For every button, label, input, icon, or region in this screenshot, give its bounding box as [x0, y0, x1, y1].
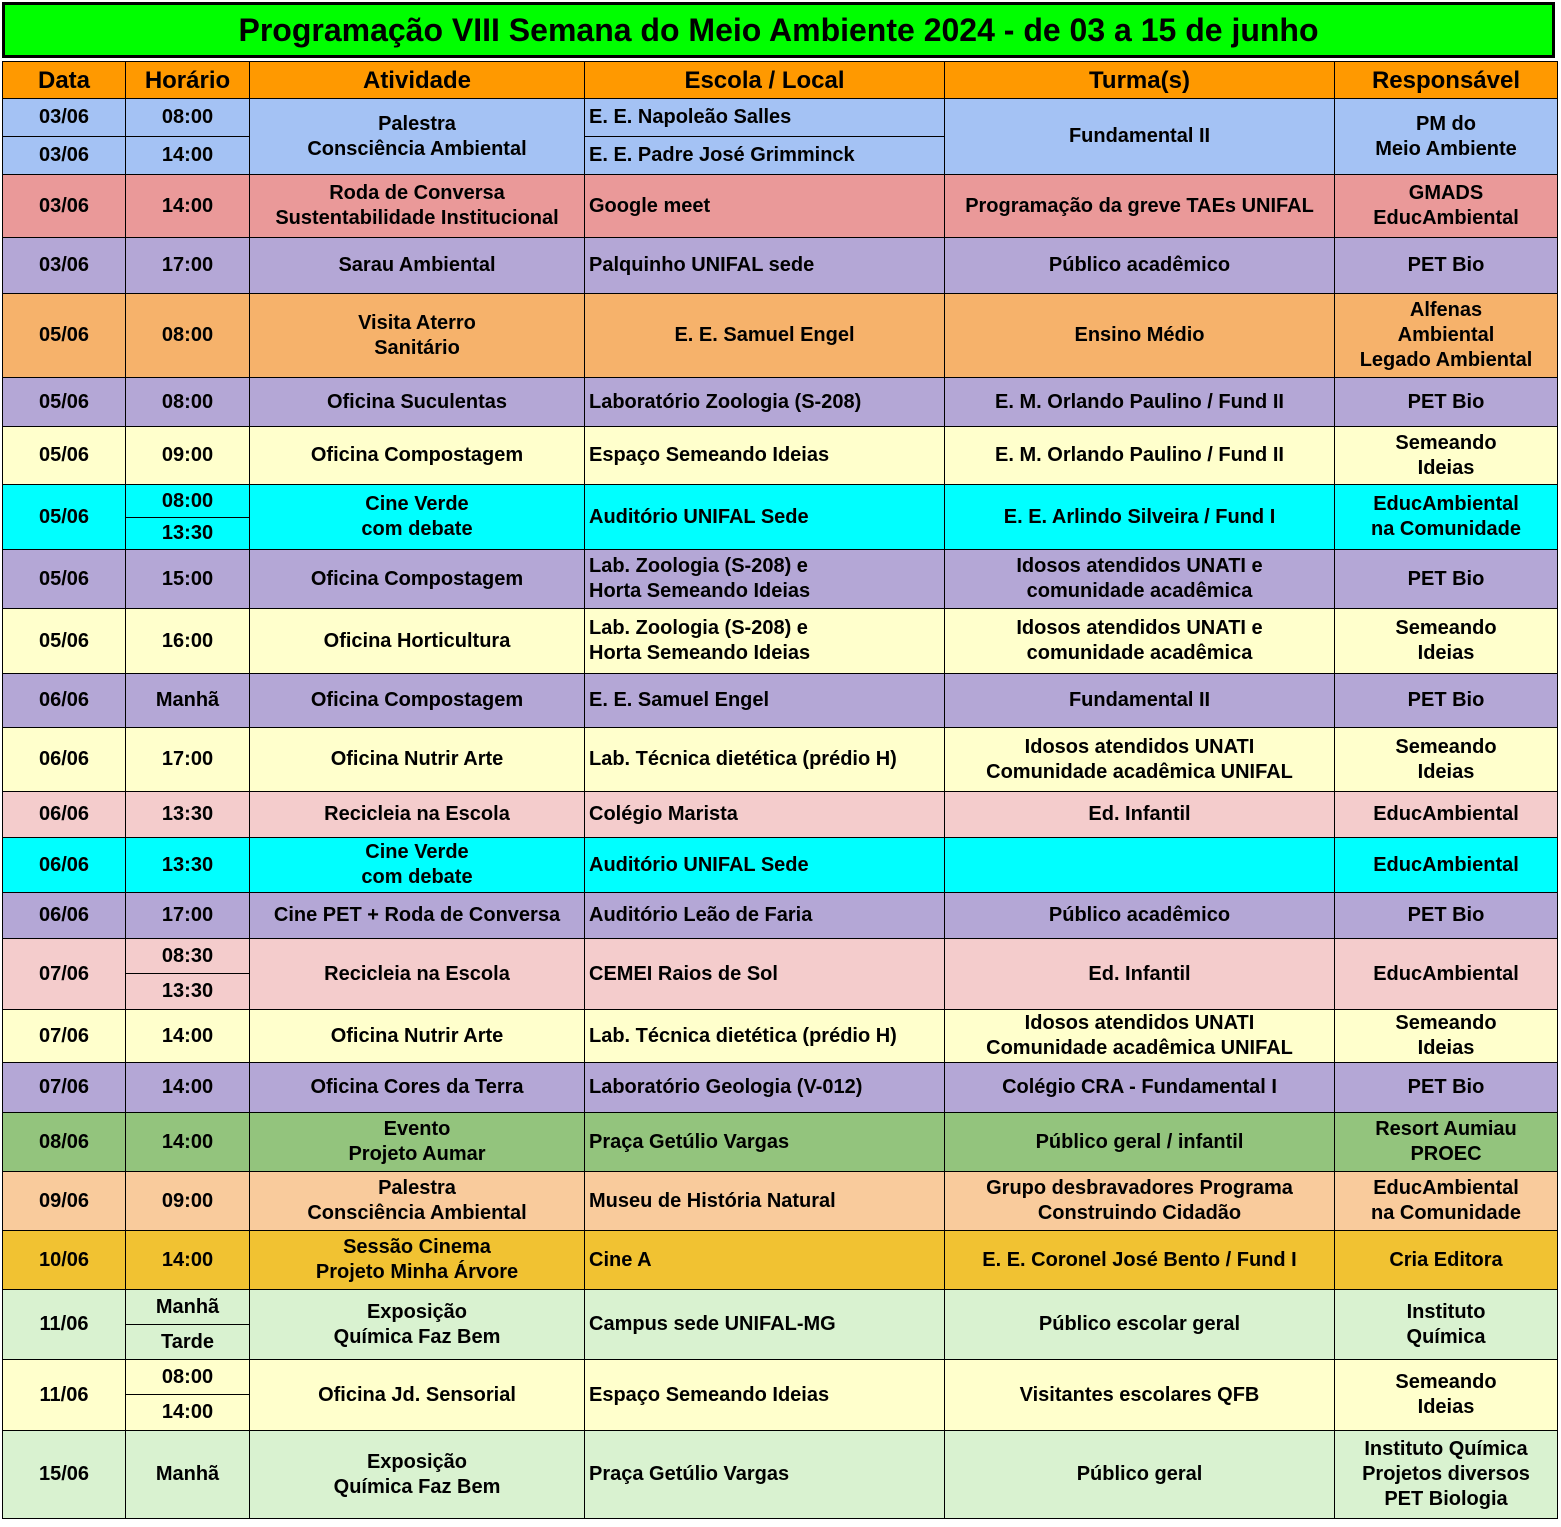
cell-turma: Público geral / infantil [945, 1113, 1335, 1172]
cell-local: E. E. Samuel Engel [585, 294, 945, 378]
cell-responsavel: PET Bio [1335, 674, 1558, 728]
cell-data: 11/06 [3, 1360, 126, 1431]
cell-local: Espaço Semeando Ideias [585, 1360, 945, 1431]
cell-turma: Ed. Infantil [945, 792, 1335, 838]
table-row [3, 99, 1558, 137]
cell-horario: 15:00 [126, 550, 250, 609]
cell-responsavel: PET Bio [1335, 893, 1558, 939]
table-row [3, 485, 1558, 518]
header-responsavel: Responsável [1335, 62, 1558, 99]
cell-data: 07/06 [3, 1063, 126, 1113]
cell-local: Auditório UNIFAL Sede [585, 838, 945, 893]
cell-horario: 09:00 [126, 427, 250, 485]
cell-turma: E. E. Coronel José Bento / Fund I [945, 1231, 1335, 1290]
cell-responsavel: PET Bio [1335, 550, 1558, 609]
cell-horario: 14:00 [126, 1063, 250, 1113]
cell-local: Laboratório Geologia (V-012) [585, 1063, 945, 1113]
cell-atividade: Oficina Suculentas [250, 378, 585, 427]
table-row [3, 1063, 1558, 1113]
cell-horario: 14:00 [126, 175, 250, 238]
cell-responsavel: Cria Editora [1335, 1231, 1558, 1290]
table-row [3, 609, 1558, 674]
cell-atividade: Oficina Cores da Terra [250, 1063, 585, 1113]
table-row [3, 939, 1558, 974]
cell-horario: 14:00 [126, 137, 250, 175]
cell-turma: Idosos atendidos UNATI Comunidade acadêmica UNIFAL [945, 1010, 1335, 1063]
table-row [3, 238, 1558, 294]
cell-horario: 14:00 [126, 1113, 250, 1172]
table-row [3, 427, 1558, 485]
cell-data: 05/06 [3, 485, 126, 550]
cell-responsavel: Semeando Ideias [1335, 728, 1558, 792]
cell-responsavel: EducAmbiental [1335, 838, 1558, 893]
table-row [3, 1290, 1558, 1325]
cell-turma: Ed. Infantil [945, 939, 1335, 1010]
cell-local: CEMEI Raios de Sol [585, 939, 945, 1010]
cell-horario: 09:00 [126, 1172, 250, 1231]
cell-atividade: Oficina Nutrir Arte [250, 1010, 585, 1063]
cell-responsavel: Alfenas Ambiental Legado Ambiental [1335, 294, 1558, 378]
cell-horario: 17:00 [126, 238, 250, 294]
cell-local: Praça Getúlio Vargas [585, 1431, 945, 1519]
cell-responsavel: Instituto Química [1335, 1290, 1558, 1360]
cell-atividade: Cine Verde com debate [250, 838, 585, 893]
header-turma: Turma(s) [945, 62, 1335, 99]
cell-data: 07/06 [3, 939, 126, 1010]
cell-atividade: Exposição Química Faz Bem [250, 1431, 585, 1519]
cell-atividade: Oficina Nutrir Arte [250, 728, 585, 792]
cell-local: Campus sede UNIFAL-MG [585, 1290, 945, 1360]
cell-horario: Manhã [126, 674, 250, 728]
cell-responsavel: GMADS EducAmbiental [1335, 175, 1558, 238]
cell-data: 07/06 [3, 1010, 126, 1063]
cell-responsavel: Semeando Ideias [1335, 1360, 1558, 1431]
cell-turma: Fundamental II [945, 674, 1335, 728]
cell-local: Praça Getúlio Vargas [585, 1113, 945, 1172]
cell-local: Palquinho UNIFAL sede [585, 238, 945, 294]
cell-turma: Fundamental II [945, 99, 1335, 175]
table-row [3, 550, 1558, 609]
cell-horario: 08:00 [126, 378, 250, 427]
cell-turma: E. M. Orlando Paulino / Fund II [945, 378, 1335, 427]
cell-data: 06/06 [3, 893, 126, 939]
cell-turma: E. E. Arlindo Silveira / Fund I [945, 485, 1335, 550]
cell-data: 05/06 [3, 378, 126, 427]
cell-data: 06/06 [3, 728, 126, 792]
cell-atividade: Cine PET + Roda de Conversa [250, 893, 585, 939]
cell-local: Lab. Zoologia (S-208) e Horta Semeando Ideias [585, 550, 945, 609]
cell-local: E. E. Samuel Engel [585, 674, 945, 728]
cell-responsavel: PET Bio [1335, 238, 1558, 294]
cell-responsavel: EducAmbiental [1335, 792, 1558, 838]
cell-atividade: Palestra Consciência Ambiental [250, 1172, 585, 1231]
table-row [3, 378, 1558, 427]
cell-atividade: Exposição Química Faz Bem [250, 1290, 585, 1360]
cell-turma: Público acadêmico [945, 893, 1335, 939]
cell-atividade: Cine Verde com debate [250, 485, 585, 550]
cell-horario: 08:30 [126, 939, 250, 974]
table-row [3, 1172, 1558, 1231]
table-row [3, 294, 1558, 378]
header-atividade: Atividade [250, 62, 585, 99]
cell-responsavel: PET Bio [1335, 378, 1558, 427]
cell-data: 06/06 [3, 838, 126, 893]
cell-turma: Colégio CRA - Fundamental I [945, 1063, 1335, 1113]
cell-data: 10/06 [3, 1231, 126, 1290]
table-row [3, 838, 1558, 893]
cell-data: 05/06 [3, 550, 126, 609]
cell-data: 06/06 [3, 792, 126, 838]
cell-atividade: Oficina Horticultura [250, 609, 585, 674]
cell-horario: 13:30 [126, 838, 250, 893]
cell-horario: 08:00 [126, 485, 250, 518]
header-row [3, 62, 1558, 99]
cell-data: 09/06 [3, 1172, 126, 1231]
cell-local: Espaço Semeando Ideias [585, 427, 945, 485]
cell-local: Auditório UNIFAL Sede [585, 485, 945, 550]
cell-turma: Programação da greve TAEs UNIFAL [945, 175, 1335, 238]
cell-local: Auditório Leão de Faria [585, 893, 945, 939]
table-row [3, 792, 1558, 838]
cell-responsavel: Semeando Ideias [1335, 427, 1558, 485]
cell-atividade: Sessão Cinema Projeto Minha Árvore [250, 1231, 585, 1290]
cell-responsavel: Resort Aumiau PROEC [1335, 1113, 1558, 1172]
cell-horario: Tarde [126, 1325, 250, 1360]
cell-horario: 16:00 [126, 609, 250, 674]
schedule-table [2, 61, 1558, 1519]
cell-data: 03/06 [3, 238, 126, 294]
cell-local: Google meet [585, 175, 945, 238]
cell-data: 03/06 [3, 175, 126, 238]
cell-horario: 13:30 [126, 792, 250, 838]
page-title: Programação VIII Semana do Meio Ambiente 2024 - de 03 a 15 de junho [2, 2, 1555, 58]
cell-turma: Público escolar geral [945, 1290, 1335, 1360]
cell-horario: 08:00 [126, 1360, 250, 1395]
cell-atividade: Recicleia na Escola [250, 939, 585, 1010]
cell-horario: Manhã [126, 1290, 250, 1325]
cell-horario: 13:30 [126, 518, 250, 550]
cell-atividade: Recicleia na Escola [250, 792, 585, 838]
cell-atividade: Oficina Jd. Sensorial [250, 1360, 585, 1431]
cell-horario: 14:00 [126, 1395, 250, 1431]
cell-responsavel: Semeando Ideias [1335, 609, 1558, 674]
cell-turma: Público acadêmico [945, 238, 1335, 294]
cell-atividade: Oficina Compostagem [250, 674, 585, 728]
cell-atividade: Visita Aterro Sanitário [250, 294, 585, 378]
cell-local: E. E. Napoleão Salles [585, 99, 945, 137]
cell-responsavel: EducAmbiental na Comunidade [1335, 485, 1558, 550]
cell-turma: Ensino Médio [945, 294, 1335, 378]
cell-responsavel: EducAmbiental [1335, 939, 1558, 1010]
cell-horario: 17:00 [126, 893, 250, 939]
cell-responsavel: PET Bio [1335, 1063, 1558, 1113]
cell-local: Laboratório Zoologia (S-208) [585, 378, 945, 427]
header-local: Escola / Local [585, 62, 945, 99]
cell-responsavel: EducAmbiental na Comunidade [1335, 1172, 1558, 1231]
cell-responsavel: Instituto Química Projetos diversos PET Biologia [1335, 1431, 1558, 1519]
table-row [3, 1431, 1558, 1519]
header-horario: Horário [126, 62, 250, 99]
cell-turma: Grupo desbravadores Programa Construindo Cidadão [945, 1172, 1335, 1231]
table-row [3, 1010, 1558, 1063]
cell-data: 06/06 [3, 674, 126, 728]
table-row [3, 728, 1558, 792]
cell-local: Colégio Marista [585, 792, 945, 838]
cell-turma: E. M. Orlando Paulino / Fund II [945, 427, 1335, 485]
cell-atividade: Roda de Conversa Sustentabilidade Institucional [250, 175, 585, 238]
cell-data: 05/06 [3, 427, 126, 485]
cell-atividade: Palestra Consciência Ambiental [250, 99, 585, 175]
cell-horario: Manhã [126, 1431, 250, 1519]
cell-data: 05/06 [3, 294, 126, 378]
header-data: Data [3, 62, 126, 99]
cell-local: Lab. Zoologia (S-208) e Horta Semeando Ideias [585, 609, 945, 674]
cell-horario: 17:00 [126, 728, 250, 792]
cell-turma: Idosos atendidos UNATI Comunidade acadêmica UNIFAL [945, 728, 1335, 792]
table-row [3, 1231, 1558, 1290]
cell-data: 15/06 [3, 1431, 126, 1519]
cell-turma: Idosos atendidos UNATI e comunidade acadêmica [945, 550, 1335, 609]
cell-turma: Visitantes escolares QFB [945, 1360, 1335, 1431]
cell-horario: 14:00 [126, 1010, 250, 1063]
cell-atividade: Evento Projeto Aumar [250, 1113, 585, 1172]
cell-turma: Idosos atendidos UNATI e comunidade acadêmica [945, 609, 1335, 674]
table-row [3, 1360, 1558, 1395]
cell-data: 05/06 [3, 609, 126, 674]
cell-local: E. E. Padre José Grimminck [585, 137, 945, 175]
table-row [3, 1113, 1558, 1172]
cell-atividade: Oficina Compostagem [250, 550, 585, 609]
cell-data: 03/06 [3, 137, 126, 175]
cell-horario: 13:30 [126, 974, 250, 1010]
table-row [3, 674, 1558, 728]
table-row [3, 893, 1558, 939]
cell-local: Lab. Técnica dietética (prédio H) [585, 1010, 945, 1063]
cell-local: Cine A [585, 1231, 945, 1290]
cell-local: Museu de História Natural [585, 1172, 945, 1231]
cell-horario: 14:00 [126, 1231, 250, 1290]
cell-local: Lab. Técnica dietética (prédio H) [585, 728, 945, 792]
cell-horario: 08:00 [126, 99, 250, 137]
cell-turma [945, 838, 1335, 893]
cell-responsavel: Semeando Ideias [1335, 1010, 1558, 1063]
cell-horario: 08:00 [126, 294, 250, 378]
cell-data: 08/06 [3, 1113, 126, 1172]
cell-data: 03/06 [3, 99, 126, 137]
cell-responsavel: PM do Meio Ambiente [1335, 99, 1558, 175]
cell-data: 11/06 [3, 1290, 126, 1360]
table-row [3, 175, 1558, 238]
cell-atividade: Oficina Compostagem [250, 427, 585, 485]
cell-atividade: Sarau Ambiental [250, 238, 585, 294]
cell-turma: Público geral [945, 1431, 1335, 1519]
